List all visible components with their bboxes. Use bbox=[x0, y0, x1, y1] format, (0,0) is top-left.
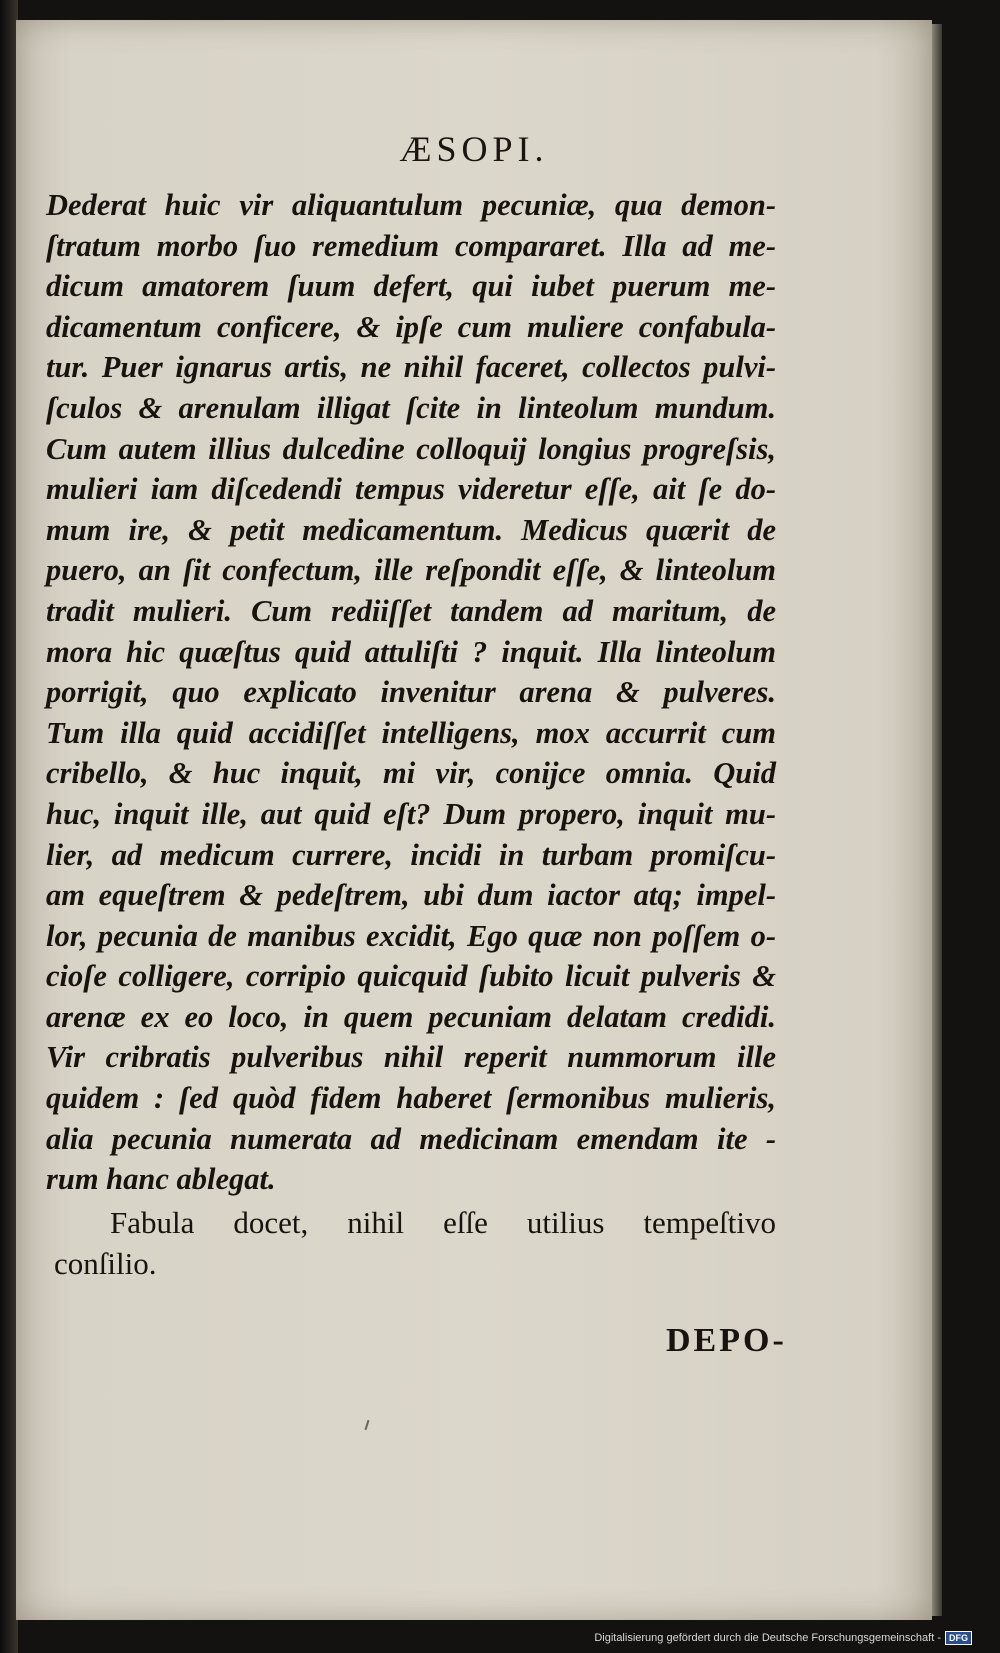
fable-text bbox=[46, 185, 776, 1200]
fable-line: porrigit, quo explicato invenitur arena & pulveres. bbox=[46, 675, 776, 710]
fable-line: huc, inquit ille, aut quid eſt? Dum propero, inquit mu- bbox=[46, 796, 776, 831]
fable-line: Cum autem illius dulcedine colloquij longius progreſsis, bbox=[46, 431, 776, 466]
fable-line: mum ire, & petit medicamentum. Medicus quærit de bbox=[46, 512, 776, 547]
fable-line: quidem : ſed quòd fidem haberet ſermonibus mulieris, bbox=[46, 1081, 776, 1116]
fable-line: Tum illa quid accidiſſet intelligens, mox accurrit cum bbox=[46, 715, 776, 750]
fable-line: dicamentum conficere, & ipſe cum muliere confabula- bbox=[46, 309, 776, 344]
fable-line: tur. Puer ignarus artis, ne nihil faceret, collectos pulvi- bbox=[46, 350, 776, 385]
fable-line: mulieri iam diſcedendi tempus videretur eſſe, ait ſe do- bbox=[46, 472, 776, 507]
fable-line: cioſe colligere, corripio quicquid ſubito licuit pulveris & bbox=[46, 959, 776, 994]
fable-line: tradit mulieri. Cum rediiſſet tandem ad maritum, de bbox=[46, 593, 776, 628]
fable-line: alia pecunia numerata ad medicinam emendam ite - bbox=[46, 1121, 776, 1156]
fable-line: arenæ ex eo loco, in quem pecuniam delatam credidi. bbox=[46, 999, 776, 1034]
running-head: ÆSOPI. bbox=[399, 129, 549, 169]
fable-line: Vir cribratis pulveribus nihil reperit nummorum ille bbox=[46, 1040, 776, 1075]
digitization-credit bbox=[594, 1631, 972, 1645]
fable-line: rum hanc ablegat. bbox=[46, 1162, 276, 1197]
fable-line: cribello, & huc inquit, mi vir, conijce omnia. Quid bbox=[46, 756, 776, 791]
fable-line: ſculos & arenulam illigat ſcite in linteolum mundum. bbox=[46, 390, 776, 425]
catchword: DEPO- bbox=[666, 1322, 787, 1359]
page-edge bbox=[932, 24, 942, 1616]
fable-line: lier, ad medicum currere, incidi in turbam promiſcu- bbox=[46, 837, 776, 872]
fable-line: Dederat huic vir aliquantulum pecuniæ, qua demon- bbox=[46, 188, 776, 222]
moral-line: conſilio. bbox=[54, 1246, 157, 1281]
moral-line: Fabula docet, nihil eſſe utilius tempeſtivo bbox=[110, 1205, 776, 1240]
moral-text bbox=[54, 1202, 776, 1284]
credit-text: Digitalisierung gefördert durch die Deutsche Forschungsgemeinschaft - bbox=[594, 1632, 941, 1644]
fable-line: ſtratum morbo ſuo remedium compararet. Illa ad me- bbox=[46, 228, 776, 263]
fable-line: lor, pecunia de manibus excidit, Ego quæ non poſſem o- bbox=[46, 918, 776, 953]
fable-line: mora hic quæſtus quid attuliſti ? inquit. Illa linteolum bbox=[46, 634, 776, 669]
fable-line: puero, an ſit confectum, ille reſpondit eſſe, & linteolum bbox=[46, 553, 776, 588]
dfg-logo-icon: DFG bbox=[945, 1631, 972, 1645]
book-page bbox=[16, 20, 932, 1620]
paper-speck bbox=[365, 1420, 370, 1430]
fable-line: dicum amatorem ſuum defert, qui iubet puerum me- bbox=[46, 269, 776, 304]
fable-line: am equeſtrem & pedeſtrem, ubi dum iactor atq; impel- bbox=[46, 878, 776, 913]
